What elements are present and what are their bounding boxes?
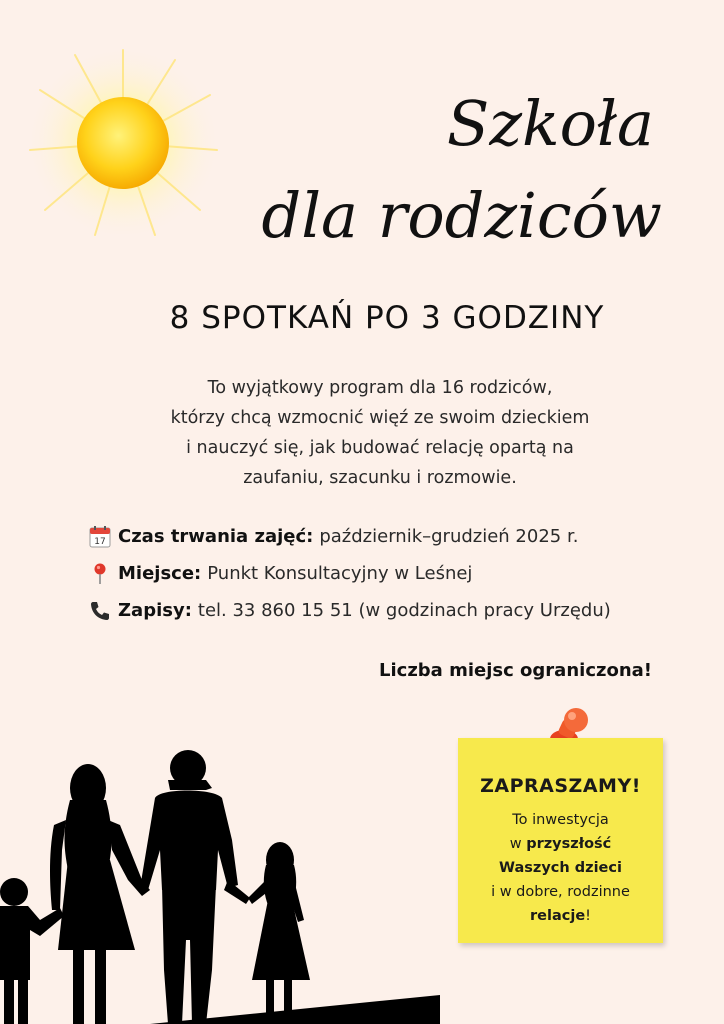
sticky-note — [458, 738, 663, 943]
note-line — [458, 856, 663, 880]
detail-place — [88, 555, 611, 592]
detail-duration-value: październik–grudzień 2025 r. — [319, 526, 579, 547]
page-title — [154, 78, 662, 262]
note-heading: ZAPRASZAMY! — [480, 775, 641, 797]
note-text: ! — [585, 908, 591, 924]
title-line-1: Szkoła — [446, 87, 654, 160]
svg-text:17: 17 — [94, 536, 106, 547]
note-line: i w dobre, rodzinne — [491, 884, 630, 900]
note-text: w — [509, 836, 527, 852]
note-bold-text: Waszych dzieci — [499, 860, 622, 876]
calendar-icon — [88, 525, 112, 549]
note-line — [458, 832, 663, 856]
intro-line: i nauczyć się, jak budować relację opartą na — [186, 438, 574, 458]
note-body — [458, 808, 663, 928]
intro-line: To wyjątkowy program dla 16 rodziców, — [207, 378, 553, 398]
intro-line: którzy chcą wzmocnić więź ze swoim dzieckiem — [170, 408, 590, 428]
detail-duration — [88, 518, 611, 555]
detail-signup — [88, 592, 611, 629]
meetings-subtitle: 8 SPOTKAŃ PO 3 GODZINY — [169, 300, 605, 336]
detail-signup-value: tel. 33 860 15 51 (w godzinach pracy Urzędu) — [197, 600, 611, 621]
details-list — [88, 518, 611, 629]
family-silhouette — [0, 740, 440, 1024]
note-bold-text: przyszłość — [526, 836, 612, 852]
intro-paragraph — [120, 373, 640, 493]
phone-icon — [88, 599, 112, 623]
detail-place-label: Miejsce: — [118, 563, 202, 584]
note-line: To inwestycja — [512, 812, 609, 828]
note-line — [458, 904, 663, 928]
detail-place-value: Punkt Konsultacyjny w Leśnej — [207, 563, 473, 584]
title-line-2: dla rodziców — [261, 179, 662, 252]
intro-line: zaufaniu, szacunku i rozmowie. — [243, 468, 517, 488]
note-bold-text: relacje — [530, 908, 586, 924]
detail-duration-label: Czas trwania zajęć: — [118, 526, 314, 547]
detail-signup-label: Zapisy: — [118, 600, 192, 621]
pin-icon — [88, 562, 112, 586]
limited-places-notice: Liczba miejsc ograniczona! — [379, 660, 652, 681]
